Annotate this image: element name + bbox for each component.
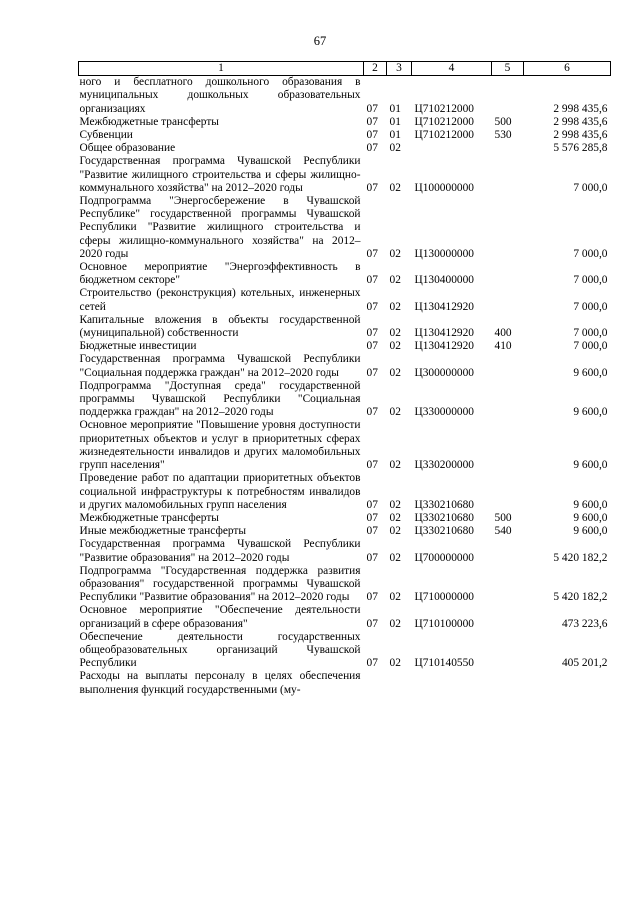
row-amount: 9 600,0 [573,459,608,472]
table-row [79,195,611,261]
table-row [79,670,611,696]
row-section: 07 [366,525,378,538]
table-row [79,631,611,671]
row-name: Строительство (реконструкция) котельных, инженерных сетей [79,287,361,313]
row-expense-type [492,565,524,605]
row-subsection: 02 [389,247,401,260]
table-row [79,76,611,116]
row-expense-type [492,604,524,630]
row-amount: 7 000,0 [573,327,608,340]
row-section: 07 [366,551,378,564]
row-name: Основное мероприятие "Повышение уровня доступности приоритетных объектов и услуг в приоритетных сферах жизнедеятельности инвалидов и других маломобильных групп населения" [79,419,361,472]
row-target-article: Ц130412920 [414,327,474,340]
row-expense-type [492,538,524,564]
row-target-article: Ц330000000 [414,406,474,419]
row-section: 07 [366,459,378,472]
row-amount: 2 998 435,6 [553,102,608,115]
row-section: 07 [366,366,378,379]
row-target-article: Ц330210680 [414,498,474,511]
row-subsection: 02 [389,340,401,353]
row-name: Обеспечение деятельности государственных общеобразовательных организаций Чувашской Республики [79,630,361,670]
row-name: Субвенции [79,129,133,142]
row-section: 07 [366,657,378,670]
row-target-article: Ц100000000 [414,181,474,194]
row-amount: 9 600,0 [573,511,608,524]
row-amount [524,670,611,696]
row-expense-type [492,142,524,155]
row-name: Подпрограмма "Государственная поддержка развития образования" государственной программы Чувашской Республики "Развитие образования" на 2012–2020 годы [79,564,361,604]
table-row [79,538,611,564]
table-row [79,380,611,420]
table-body [79,76,611,697]
row-name: Подпрограмма "Энергосбережение в Чувашской Республике" государственной программы Чувашской Республики "Развитие жилищного строительства и сферы жилищно-коммунального хозяйства" на 2012–2020 годы [79,195,361,260]
row-target-article: Ц710000000 [414,591,474,604]
row-section: 07 [366,274,378,287]
row-amount: 473 223,6 [561,617,608,630]
row-target-article: Ц710212000 [414,102,474,115]
row-subsection: 02 [389,366,401,379]
row-section: 07 [366,511,378,524]
row-name: Капитальные вложения в объекты государственной (муниципальной) собственности [79,313,361,340]
row-expense-type [492,261,524,287]
header-col-5: 5 [492,62,524,76]
row-subsection: 02 [389,511,401,524]
row-target-article: Ц300000000 [414,366,474,379]
row-target-article: Ц710140550 [414,657,474,670]
table-row [79,353,611,379]
row-amount: 9 600,0 [573,406,608,419]
row-amount: 9 600,0 [573,498,608,511]
row-name: Подпрограмма "Доступная среда" государственной программы Чувашской Республики "Социальная поддержка граждан" на 2012–2020 годы [79,379,361,419]
row-expense-type [492,631,524,671]
table-header-row [79,62,611,76]
header-col-4: 4 [412,62,492,76]
header-col-6: 6 [524,62,611,76]
row-section: 07 [366,340,378,353]
row-section: 07 [366,327,378,340]
row-amount: 7 000,0 [573,340,608,353]
row-name: Бюджетные инвестиции [79,340,197,353]
row-expense-type [492,670,524,696]
row-amount: 7 000,0 [573,274,608,287]
row-section: 07 [366,102,378,115]
budget-table [78,61,611,697]
table-row [79,314,611,340]
row-name: Государственная программа Чувашской Республики "Социальная поддержка граждан" на 2012–2020 годы [79,353,361,379]
row-amount: 5 420 182,2 [553,591,608,604]
row-expense-type: 410 [494,340,512,353]
row-subsection: 02 [389,551,401,564]
row-subsection: 02 [389,591,401,604]
row-subsection: 01 [389,115,401,128]
row-subsection: 02 [389,498,401,511]
row-subsection: 02 [389,300,401,313]
row-subsection [387,670,412,696]
row-target-article: Ц330210680 [414,525,474,538]
row-target-article: Ц710212000 [414,115,474,128]
row-section: 07 [366,498,378,511]
row-amount: 7 000,0 [573,300,608,313]
row-expense-type [492,155,524,195]
page-number: 67 [313,34,327,48]
row-expense-type [492,195,524,261]
row-name: Общее образование [79,142,176,155]
row-target-article: Ц130400000 [414,274,474,287]
row-target-article: Ц700000000 [414,551,474,564]
row-section: 07 [366,142,378,155]
table-row [79,155,611,195]
row-subsection: 02 [389,525,401,538]
table-row [79,129,611,142]
row-name: Государственная программа Чувашской Республики "Развитие жилищного строительства и сферы жилищно-коммунального хозяйства" на 2012–2020 годы [79,155,361,194]
header-col-2: 2 [364,62,387,76]
row-subsection: 02 [389,142,401,155]
row-name: Основное мероприятие "Энергоэффективность в бюджетном секторе" [79,261,361,287]
row-section: 07 [366,406,378,419]
row-subsection: 02 [389,459,401,472]
row-expense-type [492,76,524,116]
row-section: 07 [366,115,378,128]
row-section [364,670,387,696]
table-row [79,565,611,605]
row-subsection: 02 [389,617,401,630]
row-target-article: Ц330200000 [414,459,474,472]
row-name: Государственная программа Чувашской Республики "Развитие образования" на 2012–2020 годы [79,538,361,564]
row-amount: 9 600,0 [573,525,608,538]
row-subsection: 01 [389,129,401,142]
row-amount: 7 000,0 [573,181,608,194]
table-row [79,116,611,129]
row-subsection: 02 [389,181,401,194]
row-name: Межбюджетные трансферты [79,511,219,524]
row-section: 07 [366,617,378,630]
table-row [79,261,611,287]
row-target-article: Ц330210680 [414,511,474,524]
row-target-article: Ц710100000 [414,617,474,630]
row-target-article [412,142,492,155]
row-expense-type: 500 [494,511,512,524]
row-amount: 7 000,0 [573,247,608,260]
row-amount: 5 420 182,2 [553,551,608,564]
header-col-1: 1 [79,62,364,76]
row-target-article: Ц130412920 [414,300,474,313]
row-section: 07 [366,247,378,260]
row-target-article: Ц710212000 [414,129,474,142]
row-name: Проведение работ по адаптации приоритетных объектов социальной инфраструктуры к потребностям инвалидов и других маломобильных групп населения [79,472,361,511]
row-expense-type: 500 [494,115,512,128]
row-expense-type [492,353,524,379]
row-name: Основное мероприятие "Обеспечение деятельности организаций в сфере образования" [79,604,361,630]
row-target-article [412,670,492,696]
row-expense-type [492,380,524,420]
row-target-article: Ц130412920 [414,340,474,353]
row-expense-type [492,472,524,512]
table-row [79,525,611,538]
header-col-3: 3 [387,62,412,76]
row-subsection: 01 [389,102,401,115]
row-target-article: Ц130000000 [414,247,474,260]
row-amount: 405 201,2 [561,657,608,670]
row-amount: 5 576 285,8 [553,142,608,155]
row-amount: 2 998 435,6 [553,129,608,142]
row-subsection: 02 [389,274,401,287]
table-row [79,472,611,512]
table-row [79,142,611,155]
row-name: ного и бесплатного дошкольного образования в муниципальных дошкольных образовательных организациях [79,76,361,115]
row-amount: 2 998 435,6 [553,115,608,128]
row-subsection: 02 [389,657,401,670]
table-row [79,604,611,630]
row-name: Иные межбюджетные трансферты [79,525,247,538]
table-row [79,512,611,525]
row-amount: 9 600,0 [573,366,608,379]
table-row [79,340,611,353]
row-subsection: 02 [389,327,401,340]
row-name: Расходы на выплаты персоналу в целях обеспечения выполнения функций государственными (му- [79,670,361,696]
row-expense-type: 540 [494,525,512,538]
row-expense-type: 400 [494,327,512,340]
table-row [79,287,611,313]
row-name: Межбюджетные трансферты [79,115,219,128]
row-section: 07 [366,129,378,142]
row-subsection: 02 [389,406,401,419]
row-expense-type: 530 [494,129,512,142]
row-section: 07 [366,181,378,194]
row-section: 07 [366,300,378,313]
table-row [79,419,611,472]
row-section: 07 [366,591,378,604]
row-expense-type [492,287,524,313]
row-expense-type [492,419,524,472]
